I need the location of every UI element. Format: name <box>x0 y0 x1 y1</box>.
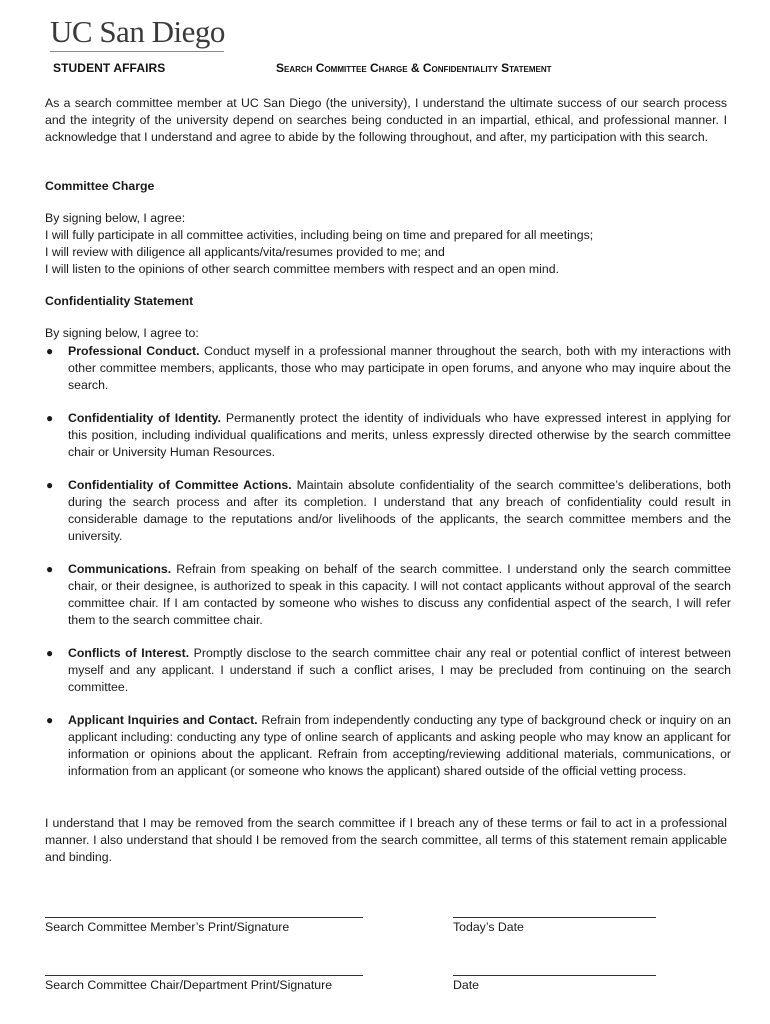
bullet-text: Promptly disclose to the search committee chair any real or potential conflict of interest between myself and any applicant. I understand if such a conflict arises, I may be precluded from continuing on the search committee. <box>68 646 731 694</box>
committee-charge-list <box>45 210 727 278</box>
chair-date-label: Date <box>453 978 479 992</box>
bullet-dot-icon: ● <box>46 411 54 425</box>
member-signature-label: Search Committee Member’s Print/Signature <box>45 920 290 934</box>
bullet-term: Professional Conduct. <box>68 344 200 358</box>
charge-item: I will listen to the opinions of other search committee members with respect and an open mind. <box>45 262 559 276</box>
bullet-term: Conflicts of Interest. <box>68 646 190 660</box>
charge-item: I will fully participate in all committee activities, including being on time and prepared for all meetings; <box>45 228 594 242</box>
member-signature-line[interactable] <box>45 917 363 918</box>
logo-underline <box>50 51 224 52</box>
bullet-committee-actions <box>45 477 731 545</box>
bullet-dot-icon: ● <box>46 478 54 492</box>
bullet-confidentiality-identity <box>45 410 731 461</box>
bullet-conflicts-of-interest <box>45 645 731 696</box>
chair-signature-line[interactable] <box>45 975 363 976</box>
confidentiality-lead: By signing below, I agree to: <box>45 326 199 340</box>
confidentiality-bullet-list <box>45 343 731 796</box>
intro-paragraph: As a search committee member at UC San Diego (the university), I understand the ultimate success of our search process and the integrity of the university depend on searches being conducted in an impartial, ethical, and professional manner. I acknowledge that I understand and agree to abide by the following throughout, and after, my participation with this search. <box>45 96 727 144</box>
member-date-line[interactable] <box>453 917 656 918</box>
bullet-dot-icon: ● <box>46 562 54 576</box>
bullet-text: Maintain absolute confidentiality of the search committee’s deliberations, both during the search process and after its completion. I understand that any breach of confidentiality could result in considerable damage to the reputations and/or livelihoods of the applicants, the search committee members and the university. <box>68 478 731 543</box>
chair-signature-label: Search Committee Chair/Department Print/Signature <box>45 978 333 992</box>
charge-item: I will review with diligence all applicants/vita/resumes provided to me; and <box>45 245 445 259</box>
bullet-professional-conduct <box>45 343 731 394</box>
bullet-text: Refrain from speaking on behalf of the search committee. I understand only the search committee chair, or their designee, is authorized to speak in this capacity. I will not contact applicants without approval of the search committee chair. If I am contacted by someone who wishes to discuss any confidential aspect of the search, I will refer them to the search committee chair. <box>68 562 731 627</box>
department-label: STUDENT AFFAIRS <box>53 61 166 75</box>
bullet-text: Refrain from independently conducting any type of background check or inquiry on an applicant including: conducting any type of online search of applicants and asking people who may know an applicant for information or opinions about the applicant. Refrain from accepting/reviewing additional materials, communications, or information from an applicant (or someone who knows the applicant) shared outside of the official vetting process. <box>68 713 731 778</box>
closing-paragraph: I understand that I may be removed from the search committee if I breach any of these terms or fail to act in a professional manner. I also understand that should I be removed from the search committee, all terms of this statement remain applicable and binding. <box>45 816 727 864</box>
bullet-term: Confidentiality of Committee Actions. <box>68 478 292 492</box>
bullet-dot-icon: ● <box>46 646 54 660</box>
committee-charge-lead: By signing below, I agree: <box>45 211 186 225</box>
bullet-term: Communications. <box>68 562 172 576</box>
bullet-term: Applicant Inquiries and Contact. <box>68 713 258 727</box>
bullet-text: Conduct myself in a professional manner throughout the search, both with my interactions with other committee members, applicants, those who may participate in open forums, and anyone who may inquire about the search. <box>68 344 732 392</box>
committee-charge-heading: Committee Charge <box>45 179 155 193</box>
bullet-text: Permanently protect the identity of individuals who have expressed interest in applying for this position, including individual qualifications and merits, unless expressly directed otherwise by the search committee chair or University Human Resources. <box>68 411 731 459</box>
confidentiality-heading: Confidentiality Statement <box>45 294 194 308</box>
member-date-label: Today’s Date <box>453 920 524 934</box>
chair-date-line[interactable] <box>453 975 656 976</box>
bullet-dot-icon: ● <box>46 344 54 358</box>
bullet-communications <box>45 561 731 629</box>
bullet-term: Confidentiality of Identity. <box>68 411 222 425</box>
uc-san-diego-logo: UC San Diego <box>50 14 225 49</box>
bullet-dot-icon: ● <box>46 713 54 727</box>
bullet-applicant-inquiries <box>45 712 731 780</box>
document-title: Search Committee Charge & Confidentiality Statement <box>276 61 552 75</box>
